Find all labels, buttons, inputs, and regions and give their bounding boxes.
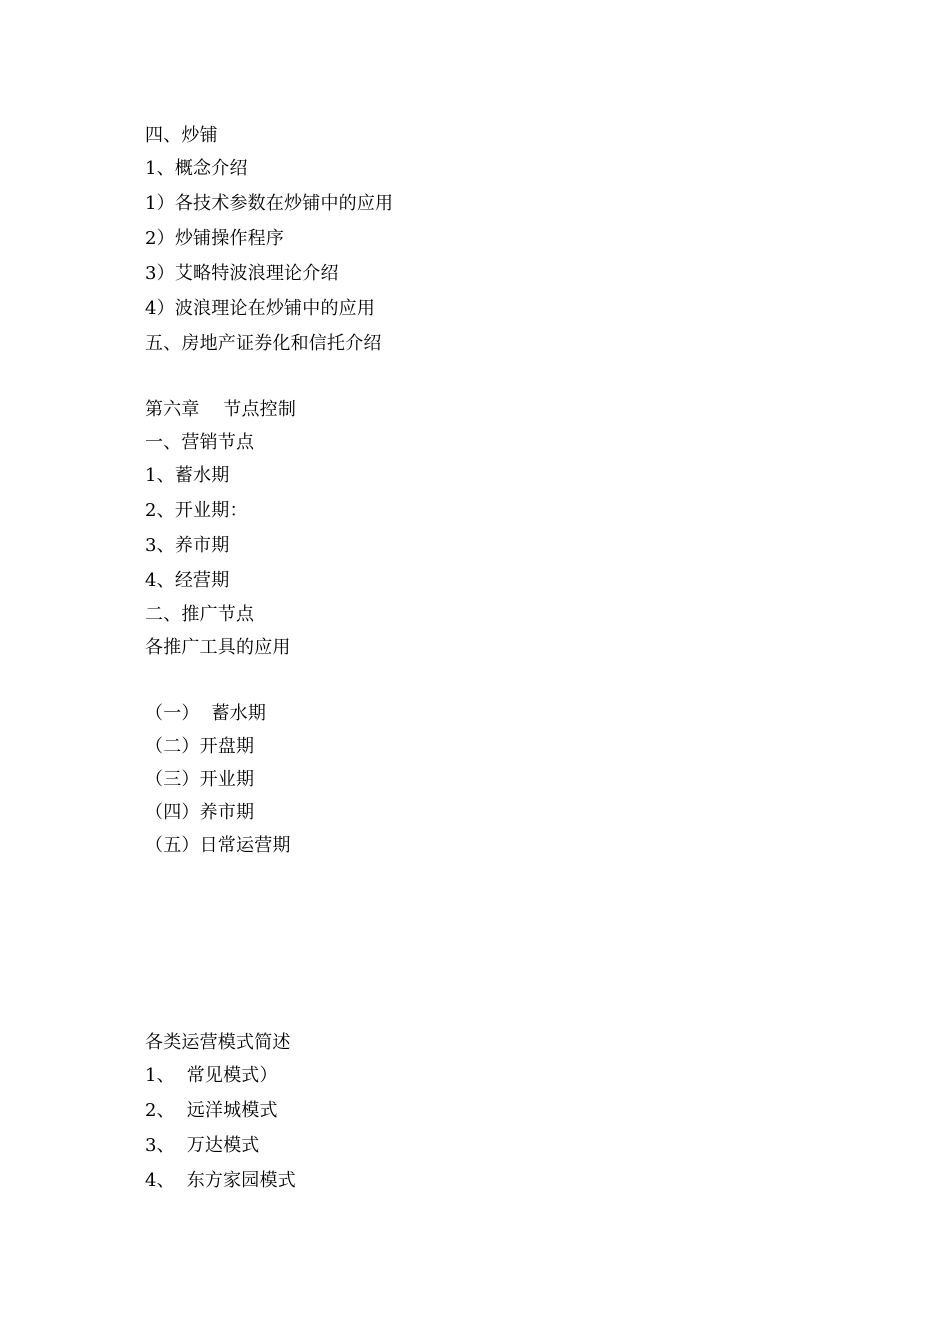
list-item: 4、 东方家园模式 <box>145 1170 296 1191</box>
list-item: 1）各技术参数在炒铺中的应用 <box>145 193 394 214</box>
list-item: 4、经营期 <box>145 570 230 591</box>
list-item: （五）日常运营期 <box>145 835 291 856</box>
list-item: 3）艾略特波浪理论介绍 <box>145 263 339 284</box>
list-item: （三）开业期 <box>145 769 255 790</box>
list-item: 3、养市期 <box>145 535 230 556</box>
list-item: 2、 远洋城模式 <box>145 1100 278 1121</box>
list-item: 3、 万达模式 <box>145 1135 260 1156</box>
section-heading-operation-modes: 各类运营模式简述 <box>145 1032 291 1053</box>
list-item: 2、开业期： <box>145 500 248 521</box>
list-item: （四）养市期 <box>145 802 255 823</box>
list-item: （一） 蓄水期 <box>145 703 267 724</box>
list-item: 1、蓄水期 <box>145 465 230 486</box>
list-item: 4）波浪理论在炒铺中的应用 <box>145 298 376 319</box>
list-item: 1、概念介绍 <box>145 158 248 179</box>
section-heading-marketing-nodes: 一、营销节点 <box>145 432 255 453</box>
chapter-heading: 第六章 节点控制 <box>145 399 297 420</box>
list-item: 1、 常见模式） <box>145 1065 278 1086</box>
section-heading-securitization: 五、房地产证券化和信托介绍 <box>145 333 382 354</box>
section-heading-promotion-nodes: 二、推广节点 <box>145 604 255 625</box>
section-heading-chaopu: 四、炒铺 <box>145 125 218 146</box>
list-item: （二）开盘期 <box>145 736 255 757</box>
paragraph: 各推广工具的应用 <box>145 637 291 658</box>
list-item: 2）炒铺操作程序 <box>145 228 285 249</box>
